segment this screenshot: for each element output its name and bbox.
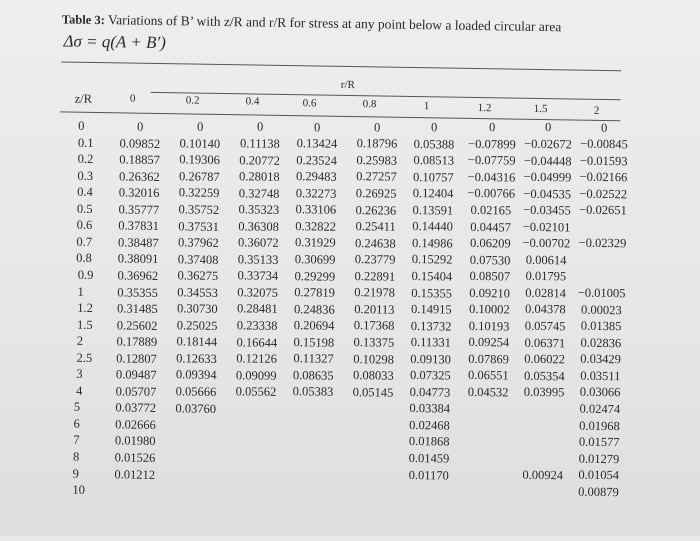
table-cell: 0.26787	[178, 169, 220, 184]
table-cell: 0.08507	[469, 269, 511, 284]
table-cell: −0.01593	[579, 153, 628, 169]
table-cell: −0.04448	[523, 153, 572, 168]
table-cell: 0	[544, 120, 552, 135]
table-cell: 0.09852	[119, 135, 161, 151]
table-cell: 0.24638	[354, 235, 396, 251]
table-cell: 0.28481	[236, 301, 278, 317]
table-cell: 0.03511	[580, 368, 621, 384]
table-cell: −0.04999	[523, 169, 572, 185]
table-cell: 0	[488, 120, 496, 135]
table-cell: 0.11327	[293, 351, 334, 367]
table-cell: 0.01868	[408, 434, 450, 450]
column-header: 0.4	[245, 95, 260, 108]
table-cell: 0.02814	[525, 285, 567, 301]
table-cell: 0.28018	[239, 169, 280, 184]
column-header: 2	[593, 104, 600, 117]
table-cell: 0.04378	[524, 302, 566, 317]
table-cell: 0.25602	[116, 317, 158, 333]
table-cell: 0.32075	[237, 285, 279, 300]
table-cell: −0.01005	[577, 285, 626, 301]
table-cell: 0	[136, 119, 144, 134]
table-cell: 0.17889	[116, 334, 158, 350]
table-cell: 0.32016	[118, 185, 160, 201]
table-cell: 0.38091	[117, 251, 159, 267]
table-cell: 0.17368	[353, 318, 395, 334]
table-cell: 0.10140	[179, 136, 221, 151]
table-cell: 0.00879	[578, 484, 619, 499]
table-cell: 0.25025	[176, 318, 218, 333]
table-cell: 0.02468	[409, 417, 450, 433]
table-cell: 0.14440	[412, 219, 454, 234]
table-cell: 0.13591	[412, 202, 454, 218]
table-cell: 0.35777	[118, 202, 160, 217]
table-cell: 0.04773	[409, 384, 451, 400]
table-cell: 0.35355	[117, 284, 159, 300]
table-cell: 0.37831	[118, 218, 160, 234]
table-cell: 0.38487	[117, 235, 159, 250]
table-cell: 0.12807	[116, 351, 157, 366]
table-cell: 0.26925	[355, 186, 397, 201]
table-cell: 0.20772	[239, 152, 281, 168]
table-cell: 0.18144	[176, 334, 218, 350]
group-rule	[151, 92, 621, 100]
table-cell: 0.01526	[114, 450, 156, 465]
table-cell: 0.08635	[292, 367, 334, 383]
table-cell: 0.10002	[468, 302, 510, 317]
table-cell: 0.07869	[468, 351, 510, 367]
table-cell: 0.20113	[354, 301, 395, 317]
table-cell: 0.35752	[178, 202, 220, 217]
table-cell: 0.23338	[236, 318, 278, 333]
table-cell: 0.33106	[295, 202, 337, 218]
table-cell: 0	[256, 119, 264, 135]
table-cell: 0.15198	[293, 334, 335, 350]
table-cell: −0.02101	[522, 219, 571, 235]
table-cell: −0.07759	[467, 153, 516, 168]
table-cell: 0.36962	[117, 268, 159, 283]
table-cell: 0.12404	[412, 186, 454, 201]
stress-formula: Δσ = q(A + B′)	[63, 31, 166, 53]
table-cell: 0.01279	[578, 451, 620, 466]
table-cell: 0.18857	[119, 152, 161, 168]
table-cell: 0.00924	[522, 467, 564, 483]
top-rule	[61, 61, 621, 71]
table-cell: 0.15404	[411, 268, 453, 284]
row-label: 0.2	[77, 151, 94, 167]
table-cell: 0.04532	[467, 384, 509, 400]
table-cell: 0.27819	[294, 285, 336, 300]
table-cell: 0.12633	[176, 351, 217, 366]
table-cell: 0.05354	[523, 368, 565, 384]
table-cell: −0.02166	[579, 169, 628, 185]
table-cell: 0.01170	[408, 467, 449, 483]
row-label: 0	[78, 118, 85, 133]
table-cell: 0.19306	[179, 152, 221, 168]
row-label: 5	[73, 400, 81, 415]
table-cell: −0.02329	[578, 236, 627, 251]
table-cell: −0.04535	[523, 186, 572, 202]
table-cell: −0.00766	[467, 186, 516, 201]
table-cell: −0.02651	[578, 202, 627, 218]
row-label: 7	[73, 433, 80, 448]
table-cell: 0.36275	[177, 268, 219, 284]
table-cell: 0.09210	[469, 285, 511, 301]
row-label: 0.7	[76, 234, 93, 249]
table-cell: 0.30730	[176, 301, 218, 317]
table-cell: 0.05745	[524, 318, 566, 334]
table-cell: 0.06209	[469, 235, 511, 251]
table-cell: 0.33734	[237, 268, 279, 284]
row-label: 4	[75, 383, 83, 398]
table-cell: −0.00702	[522, 235, 571, 251]
column-header: 0	[129, 92, 136, 105]
table-cell: 0.18796	[356, 136, 398, 152]
column-header: 1.5	[533, 103, 548, 116]
table-cell: −0.02522	[579, 186, 628, 202]
table-cell: 0	[196, 119, 204, 134]
row-label: 1	[77, 284, 84, 299]
table-cell: 0.12126	[236, 351, 277, 366]
table-cell: 0.14986	[411, 235, 453, 251]
table-cell: 0.06022	[524, 351, 566, 367]
table-cell: 0.32822	[295, 219, 337, 234]
column-header: 0.8	[362, 98, 377, 111]
table-cell: 0.23524	[296, 152, 338, 168]
row-label: 0.6	[76, 217, 93, 233]
row-label: 0.3	[77, 168, 94, 183]
row-label: 0.1	[77, 135, 94, 150]
column-header: 0.6	[302, 97, 317, 110]
table-cell: 0.29299	[294, 268, 336, 284]
table-cell: 0.03995	[523, 384, 565, 400]
table-cell: 0.05707	[115, 384, 157, 399]
row-label: 0.4	[77, 184, 93, 200]
table-cell: 0	[430, 120, 438, 135]
table-cell: 0.10757	[413, 169, 454, 185]
table-cell: 0.09487	[115, 367, 157, 383]
table-cell: 0.04457	[470, 219, 512, 235]
table-cell: 0.31929	[294, 235, 336, 251]
table-cell: 0.37962	[177, 235, 219, 250]
table-cell: 0.08513	[413, 153, 455, 168]
table-cell: 0.15355	[411, 285, 453, 301]
table-cell: 0.03384	[409, 401, 451, 416]
table-cell: 0.13375	[353, 335, 395, 350]
table-cell: 0.25983	[356, 152, 398, 168]
table-cell: 0.32748	[238, 185, 280, 201]
row-label: 2	[76, 333, 84, 348]
table-cell: 0	[313, 120, 321, 135]
table-cell: 0.16644	[236, 334, 278, 350]
row-header: z/R	[74, 91, 93, 106]
row-label: 0.5	[76, 201, 93, 216]
table-cell: 0.25411	[355, 219, 396, 234]
table-cell: 0.00023	[580, 302, 622, 317]
table-cell: 0.00614	[525, 252, 567, 268]
table-cell: 0.01968	[579, 418, 620, 433]
table-cell: 0.03772	[115, 400, 157, 416]
table-cell: 0.32273	[295, 185, 337, 201]
row-label: 1.2	[77, 300, 94, 316]
table-cell: 0.09254	[468, 335, 510, 350]
column-group-header: r/R	[340, 78, 355, 92]
table-cell: 0.31485	[116, 301, 158, 317]
table-cell: 0.02836	[580, 335, 622, 351]
row-label: 10	[72, 482, 86, 497]
table-cell: 0.03429	[580, 351, 622, 367]
table-cell: 0.02666	[115, 417, 156, 432]
row-label: 3	[76, 366, 83, 382]
table-cell: 0.11331	[410, 335, 452, 350]
column-header: 1.2	[477, 101, 492, 114]
row-label: 2.5	[76, 350, 93, 365]
table-cell: 0.05383	[292, 384, 334, 400]
table-cell: 0.09099	[235, 367, 277, 383]
table-cell: 0.27257	[356, 169, 397, 185]
row-label: 6	[73, 416, 80, 431]
table-cell: 0.10298	[353, 351, 394, 367]
table-cell: 0.01795	[525, 269, 567, 284]
row-label: 0.9	[77, 267, 94, 282]
table-cell: 0.09130	[410, 351, 452, 367]
table-cell: 0.21978	[354, 285, 396, 301]
table-cell: 0.01212	[114, 466, 156, 482]
table-cell: −0.04316	[467, 169, 516, 185]
table-cell: 0.06551	[467, 368, 509, 383]
table-label: Table 3:	[61, 12, 105, 28]
table-cell: 0.05388	[413, 136, 455, 152]
row-label: 0.8	[76, 251, 92, 266]
table-cell: 0.09394	[175, 367, 217, 383]
table-cell: 0.36072	[237, 235, 279, 251]
table-cell: 0	[601, 120, 608, 135]
table-cell: 0.23779	[354, 252, 396, 267]
table-caption: Variations of B’ with z/R and r/R for stress at any point below a loaded circular area	[104, 12, 562, 35]
table-cell: 0.05666	[175, 384, 217, 399]
table-cell: 0.13732	[410, 318, 452, 334]
table-cell: 0.26362	[118, 169, 160, 184]
table-cell: 0.01385	[580, 318, 622, 334]
table-cell: −0.02672	[524, 136, 572, 152]
table-cell: 0.30699	[294, 252, 336, 267]
table-body	[4, 0, 700, 6]
table-cell: −0.03455	[522, 202, 571, 218]
row-label: 1.5	[76, 317, 93, 332]
table-cell: 0.13424	[296, 136, 338, 151]
table-cell: 0.05145	[352, 384, 394, 400]
table-cell: 0	[373, 120, 381, 135]
table-cell: 0.22891	[354, 268, 396, 284]
table-cell: 0.15292	[411, 252, 453, 267]
table-cell: 0.03760	[175, 400, 217, 416]
table-cell: 0.20694	[293, 318, 335, 333]
table-cell: 0.11138	[239, 136, 280, 151]
table-cell: −0.00845	[580, 136, 628, 152]
table-cell: 0.32259	[178, 185, 220, 201]
table-cell: 0.01980	[114, 433, 156, 449]
column-header: 0.2	[185, 93, 200, 107]
table-cell: 0.02474	[579, 401, 621, 417]
table-cell: −0.07899	[468, 136, 516, 152]
table-cell: 0.01459	[408, 450, 450, 466]
table-cell: 0.01054	[578, 467, 620, 483]
table-cell: 0.01577	[578, 434, 620, 450]
table-cell: 0.37531	[178, 218, 220, 234]
table-cell: 0.36308	[238, 218, 280, 234]
table-cell: 0.29483	[296, 169, 337, 185]
table-cell: 0.10193	[468, 318, 510, 334]
row-label: 9	[72, 466, 80, 481]
table-cell: 0.07325	[409, 368, 451, 383]
table-cell: 0.07530	[469, 252, 511, 268]
table-cell: 0.03066	[579, 385, 621, 400]
table-cell: 0.26236	[355, 202, 397, 218]
table-cell: 0.37408	[177, 251, 219, 267]
table-cell: 0.06371	[524, 335, 566, 350]
table-cell: 0.34553	[177, 284, 219, 300]
table-cell: 0.02165	[470, 202, 512, 218]
table-cell: 0.05562	[235, 384, 277, 400]
column-header: 1	[423, 100, 430, 113]
table-cell: 0.35133	[237, 252, 279, 267]
table-cell: 0.24836	[293, 301, 335, 317]
table-cell: 0.35323	[238, 202, 280, 218]
table-cell: 0.14915	[410, 302, 452, 317]
row-label: 8	[72, 449, 80, 464]
table-cell: 0.08033	[352, 368, 394, 383]
